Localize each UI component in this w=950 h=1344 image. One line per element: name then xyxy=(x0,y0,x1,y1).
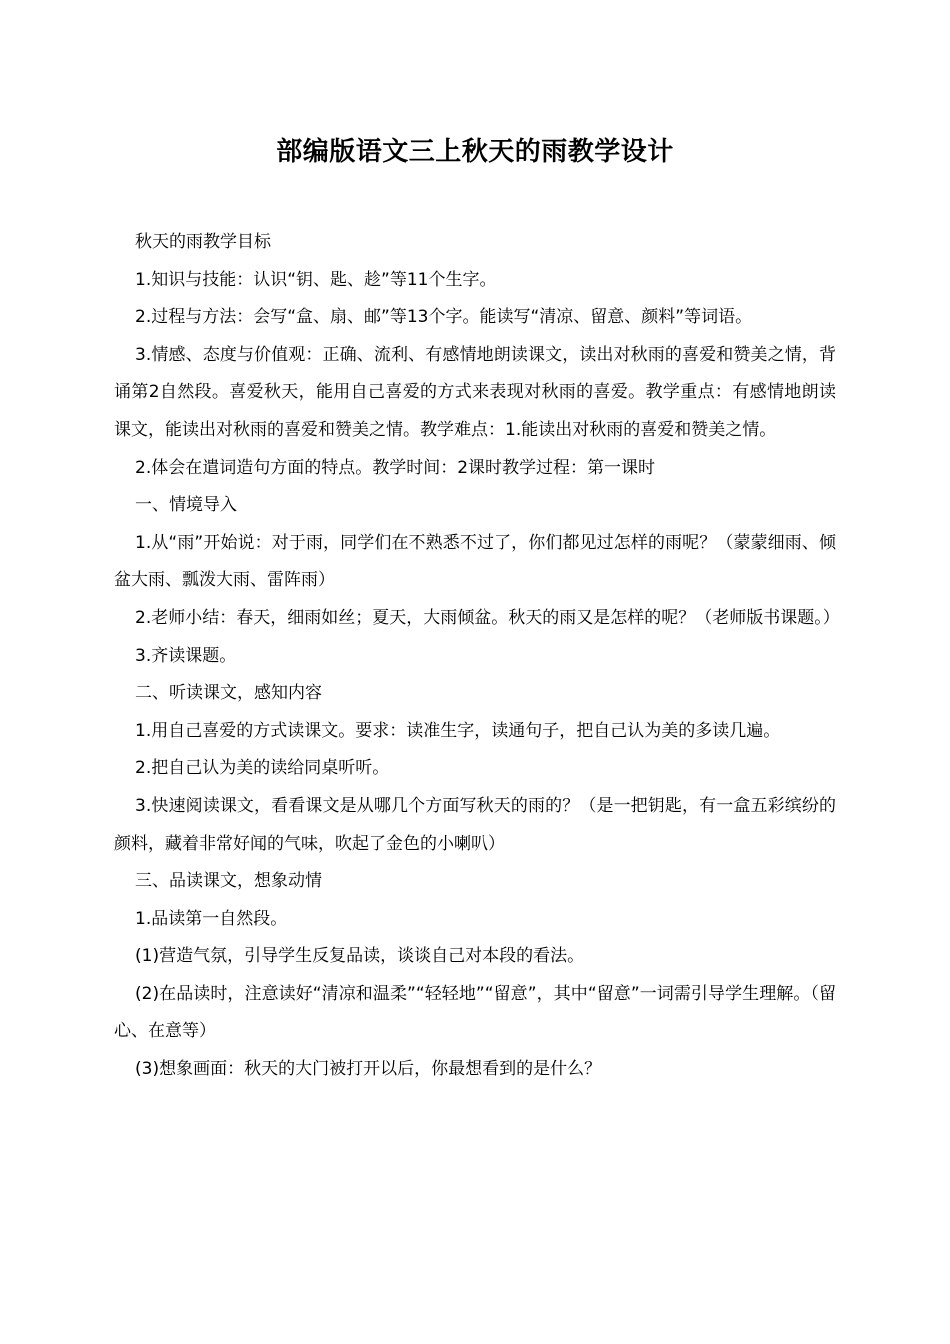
paragraph: 2.体会在遣词造句方面的特点。教学时间：2课时教学过程：第一课时 xyxy=(135,457,656,478)
paragraph: 3.情感、态度与价值观：正确、流利、有感情地朗读课文，读出对秋雨的喜爱和赞美之情，背诵第2自然段。喜爱秋天，能用自己喜爱的方式来表现对秋雨的喜爱。教学重点：有感情地朗读课文，能读出对秋雨的喜爱和赞美之情。教学难点：1.能读出对秋雨的喜爱和赞美之情。 xyxy=(114,344,836,440)
section-heading: 一、情境导入 xyxy=(135,495,237,516)
paragraph: 2.把自己认为美的读给同桌听听。 xyxy=(135,758,390,779)
paragraph: 3.快速阅读课文，看看课文是从哪几个方面写秋天的雨的？（是一把钥匙，有一盒五彩缤纷的颜料，藏着非常好闻的气味，吹起了金色的小喇叭） xyxy=(114,795,836,854)
paragraph: 2.过程与方法：会写“盒、扇、邮”等13个字。能读写“清凉、留意、颜料”等词语。 xyxy=(135,307,753,328)
paragraph: 1.品读第一自然段。 xyxy=(135,908,288,929)
paragraph: (3)想象画面：秋天的大门被打开以后，你最想看到的是什么？ xyxy=(135,1059,602,1080)
paragraph: 1.用自己喜爱的方式读课文。要求：读准生字，读通句子，把自己认为美的多读几遍。 xyxy=(135,720,781,741)
paragraph: (2)在品读时，注意读好“清凉和温柔”“轻轻地”“留意”，其中“留意”一词需引导学生理解。（留心、在意等） xyxy=(114,983,836,1042)
section-heading: 二、听读课文，感知内容 xyxy=(135,683,322,704)
document-body xyxy=(114,224,840,1089)
document-title: 部编版语文三上秋天的雨教学设计 xyxy=(276,137,674,167)
paragraph: (1)营造气氛，引导学生反复品读，谈谈自己对本段的看法。 xyxy=(135,946,585,967)
paragraph: 1.知识与技能：认识“钥、匙、趁”等11个生字。 xyxy=(135,269,497,290)
paragraph: 秋天的雨教学目标 xyxy=(135,232,271,252)
paragraph: 3.齐读课题。 xyxy=(135,645,237,666)
paragraph: 2.老师小结：春天，细雨如丝；夏天，大雨倾盆。秋天的雨又是怎样的呢？（老师版书课题。） xyxy=(135,607,840,628)
paragraph: 1.从“雨”开始说：对于雨，同学们在不熟悉不过了，你们都见过怎样的雨呢？（蒙蒙细雨、倾盆大雨、瓢泼大雨、雷阵雨） xyxy=(114,532,836,591)
section-heading: 三、品读课文，想象动情 xyxy=(135,871,322,892)
